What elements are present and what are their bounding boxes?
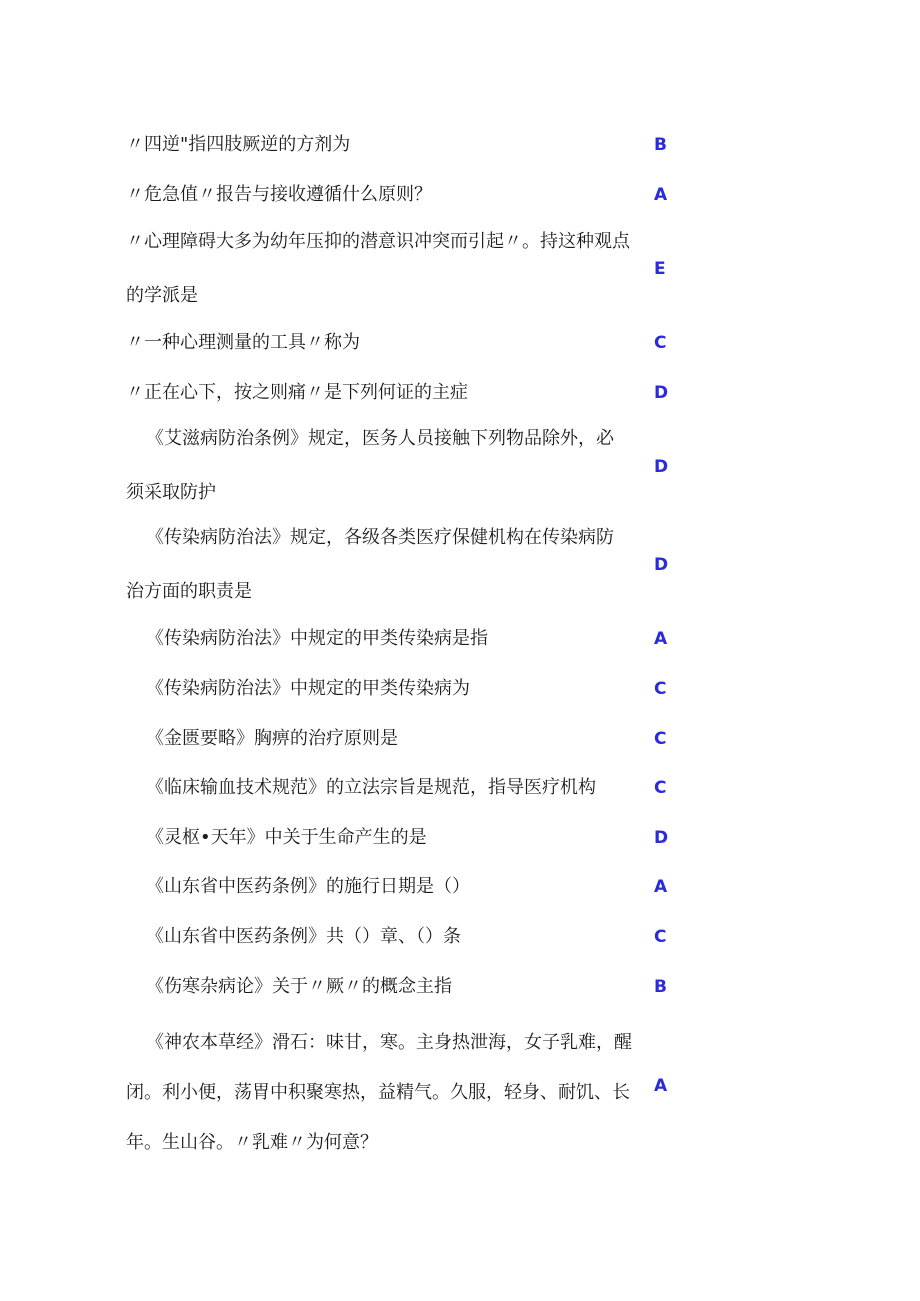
- question-text: 〃正在心下，按之则痛〃是下列何证的主症: [126, 382, 468, 403]
- question-item: [126, 136, 646, 154]
- question-item: [126, 978, 646, 996]
- answer-letter: A: [654, 877, 668, 897]
- question-text: 《山东省中医药条例》的施行日期是（）: [146, 876, 470, 897]
- question-item: [126, 231, 646, 306]
- answer-letter: A: [654, 1076, 668, 1096]
- question-text-continued: 治方面的职责是: [126, 581, 252, 602]
- question-text-continued: 闭。利小便，荡胃中积聚寒热，益精气。久服，轻身、耐饥、长: [126, 1082, 630, 1103]
- question-text-continued: 须采取防护: [126, 482, 216, 503]
- question-item: [126, 186, 646, 204]
- question-item: [126, 878, 646, 896]
- question-text: 《传染病防治法》规定，各级各类医疗保健机构在传染病防: [146, 527, 614, 548]
- answer-letter: D: [654, 555, 669, 575]
- answer-letter: E: [654, 259, 666, 279]
- answer-letter: B: [654, 135, 667, 155]
- answer-letter: A: [654, 629, 668, 649]
- question-text: 《艾滋病防治条例》规定，医务人员接触下列物品除外，必: [146, 428, 614, 449]
- question-item: [126, 334, 646, 352]
- question-text: 《临床输血技术规范》的立法宗旨是规范，指导医疗机构: [146, 777, 596, 798]
- answer-letter: D: [654, 383, 669, 403]
- answer-letter: A: [654, 185, 668, 205]
- question-item: [126, 630, 646, 648]
- answer-letter: C: [654, 778, 667, 798]
- question-item: [126, 428, 646, 503]
- question-item: [126, 928, 646, 946]
- question-text: 〃心理障碍大多为幼年压抑的潜意识冲突而引起〃。持这种观点: [126, 231, 630, 252]
- question-text: 《神农本草经》滑石：味甘，寒。主身热泄海，女子乳难，醒: [146, 1032, 632, 1053]
- answer-letter: D: [654, 457, 669, 477]
- answer-letter: D: [654, 828, 669, 848]
- question-item: [126, 527, 646, 602]
- question-text: 〃危急值〃报告与接收遵循什么原则？: [126, 184, 432, 205]
- question-text: 〃一种心理测量的工具〃称为: [126, 332, 360, 353]
- question-item: [126, 1032, 646, 1153]
- answer-letter: C: [654, 333, 667, 353]
- question-text-continued: 的学派是: [126, 285, 198, 306]
- question-item: [126, 730, 646, 748]
- question-item: [126, 829, 646, 847]
- question-text: 《伤寒杂病论》关于〃厥〃的概念主指: [146, 976, 452, 997]
- question-text: 《传染病防治法》中规定的甲类传染病为: [146, 678, 470, 699]
- question-item: [126, 779, 646, 797]
- question-text: 〃四逆"指四肢厥逆的方剂为: [126, 134, 351, 155]
- answer-letter: C: [654, 927, 667, 947]
- answer-letter: C: [654, 679, 667, 699]
- answer-letter: B: [654, 977, 667, 997]
- question-text-continued: 年。生山谷。〃乳难〃为何意？: [126, 1132, 378, 1153]
- answer-letter: C: [654, 729, 667, 749]
- question-text: 《传染病防治法》中规定的甲类传染病是指: [146, 628, 488, 649]
- question-text: 《灵枢•天年》中关于生命产生的是: [146, 827, 427, 848]
- question-item: [126, 680, 646, 698]
- question-item: [126, 384, 646, 402]
- question-text: 《山东省中医药条例》共（）章、（）条: [146, 926, 461, 947]
- question-text: 《金匮要略》胸痹的治疗原则是: [146, 728, 398, 749]
